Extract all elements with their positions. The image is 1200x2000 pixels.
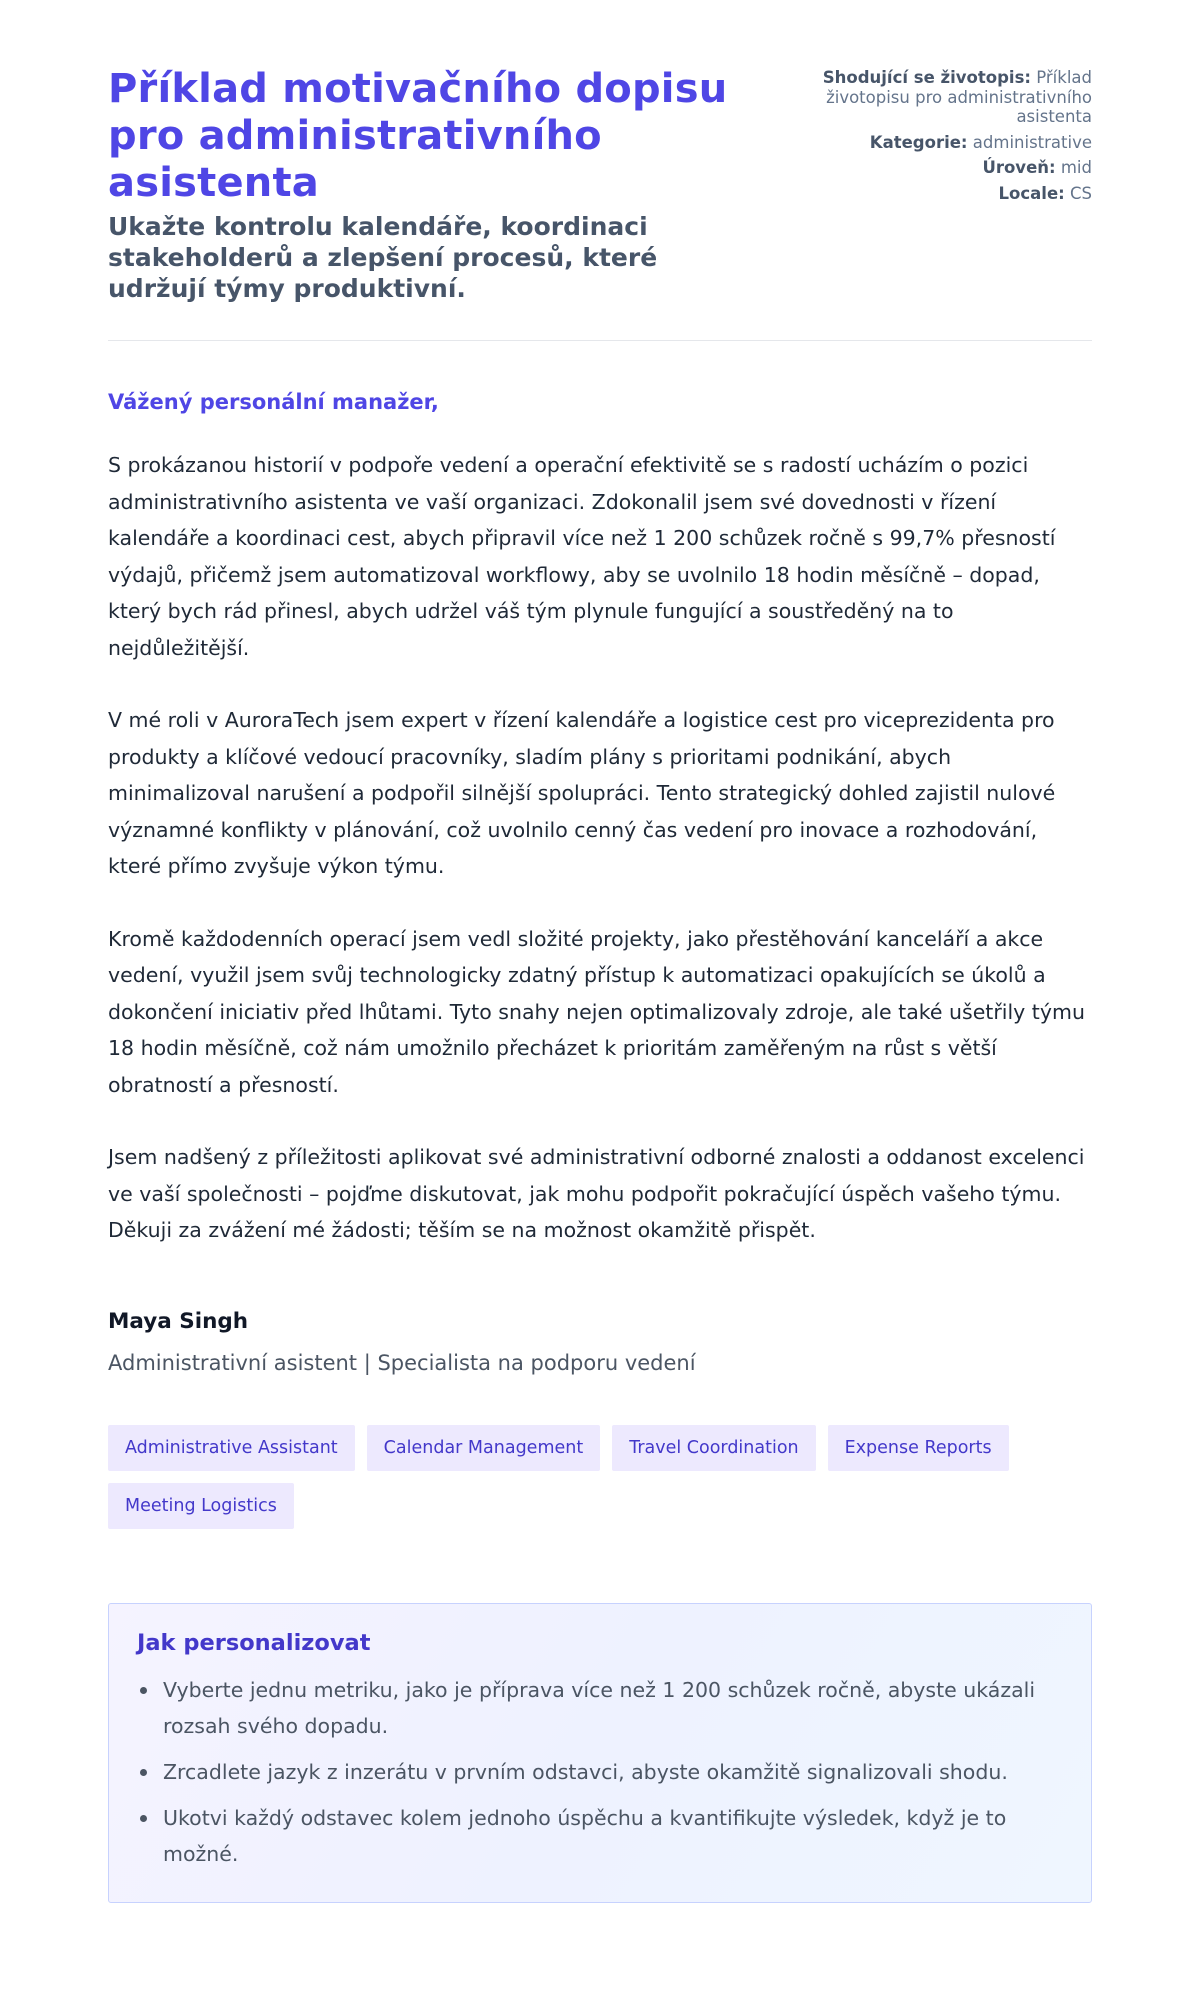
meta-label: Shodující se životopis: (822, 68, 1031, 87)
tip-item: Ukotvi každý odstavec kolem jednoho úspěchu a kvantifikujte výsledek, když je to možné. (137, 1800, 1063, 1872)
letter-paragraph: S prokázanou historií v podpoře vedení a operační efektivitě se s radostí ucházím o pozici administrativního asistenta ve vaší organizaci. Zdokonalil jsem své dovednosti v řízení kalendáře a koordinaci cest, abych připravil více než 1 200 schůzek ročně s 99,7% přesností výdajů, přičemž jsem automatizoval workflowy, aby se uvolnilo 18 hodin měsíčně – dopad, který bych rád přinesl, abych udržel váš tým plynule fungující a soustředěný na to nejdůležitější. (108, 453, 1056, 660)
personalize-tips-box (108, 1603, 1092, 1903)
page-header (108, 66, 1092, 304)
meta-label: Locale: (998, 183, 1065, 203)
letter-paragraph: Kromě každodenních operací jsem vedl složité projekty, jako přestěhování kanceláří a akce vedení, využil jsem svůj technologicky zdatný přístup k automatizaci opakujících se úkolů a dokončení iniciativ před lhůtami. Tyto snahy nejen optimalizovaly zdroje, ale také ušetřily týmu 18 hodin měsíčně, což nám umožnilo přecházet k prioritám zaměřeným na růst s větší obratností a přesností. (108, 926, 1085, 1097)
tag-calendar-management: Calendar Management (367, 1425, 601, 1471)
keyword-tags (108, 1425, 1092, 1529)
meta-level (792, 158, 1092, 178)
tag-administrative-assistant: Administrative Assistant (108, 1425, 355, 1471)
tips-list (137, 1672, 1063, 1872)
tip-item: Zrcadlete jazyk z inzerátu v prvním odstavci, abyste okamžitě signalizovali shodu. (137, 1754, 1063, 1790)
meta-value: CS (1070, 183, 1092, 203)
tip-item: Vyberte jednu metriku, jako je příprava více než 1 200 schůzek ročně, abyste ukázali rozsah svého dopadu. (137, 1672, 1063, 1744)
meta-value: mid (1060, 158, 1092, 177)
meta-label: Úroveň: (982, 158, 1056, 177)
header-divider (108, 340, 1092, 341)
tag-meeting-logistics: Meeting Logistics (108, 1483, 294, 1529)
signature-title: Administrativní asistent | Specialista na podporu vedení (108, 1350, 696, 1375)
meta-value: Příklad životopisu pro administrativního asistenta (826, 68, 1092, 126)
letter-paragraph: V mé roli v AuroraTech jsem expert v řízení kalendáře a logistice cest pro viceprezidenta pro produkty a klíčové vedoucí pracovníky, sladím plány s prioritami podnikání, abych minimalizoval narušení a podpořil silnější spolupráci. Tento strategický dohled zajistil nulové významné konflikty v plánování, což uvolnilo cenný čas vedení pro inovace a rozhodování, které přímo zvyšuje výkon týmu. (108, 708, 1056, 878)
meta-value: administrative (972, 132, 1092, 152)
tag-expense-reports: Expense Reports (828, 1425, 1009, 1471)
header-titles (108, 66, 748, 304)
tips-title: Jak personalizovat (137, 1629, 371, 1656)
page-subtitle: Ukažte kontrolu kalendáře, koordinaci stakeholderů a zlepšení procesů, které udržují týmy produktivní. (108, 212, 658, 303)
letter-body (108, 447, 1092, 1249)
meta-matching-resume (792, 68, 1092, 127)
tag-travel-coordination: Travel Coordination (612, 1425, 815, 1471)
letter-paragraph: Jsem nadšený z příležitosti aplikovat své administrativní odborné znalosti a oddanost excelenci ve vaší společnosti – pojďme diskutovat, jak mohu podpořit pokračující úspěch vašeho týmu. Děkuji za zvážení mé žádosti; těším se na možnost okamžitě přispět. (108, 1145, 1085, 1242)
meta-category (792, 133, 1092, 153)
page-title: Příklad motivačního dopisu pro administrativního asistenta (108, 66, 728, 206)
meta-label: Kategorie: (869, 132, 968, 152)
meta-panel (792, 66, 1092, 209)
signature-name: Maya Singh (108, 1308, 249, 1334)
letter-greeting: Vážený personální manažer, (108, 390, 439, 414)
meta-locale (792, 184, 1092, 204)
